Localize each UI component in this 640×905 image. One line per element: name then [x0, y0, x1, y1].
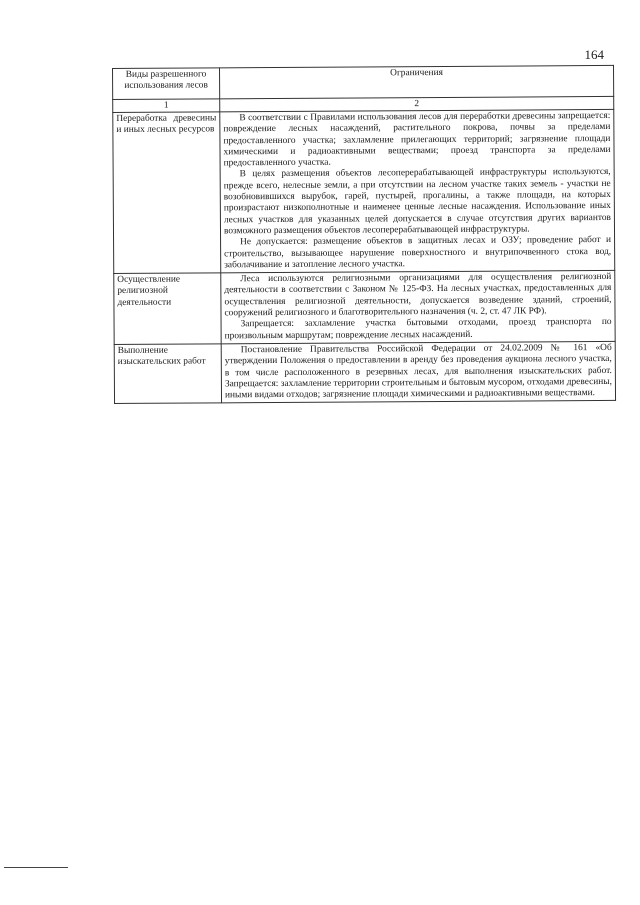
restriction-paragraph: Не допускается: размещение объектов в защитных лесах и ОЗУ; проведение работ и строительство, вызывающее нарушение поверхностного и внутрипочвенного стока вод, заболачивание и затопление лесного участка.	[224, 235, 612, 271]
restriction-paragraph: В соответствии с Правилами использования лесов для переработки древесины запрещается: повреждение лесных насаждений, растительного покрова, почвы за пределами предоставленного участка; захламление прилегающих территорий; загрязнение площади химическими и радиоактивными веществами; проезд транспорта за пределами предоставленного участка.	[223, 110, 611, 169]
footnote-divider	[4, 867, 68, 868]
restriction-paragraph: В целях размещения объектов лесоперерабатывающей инфраструктуры используются, прежде всего, нелесные земли, а при отсутствии на лесном участке таких земель - участки не возобновившихся вырубок, гарей, пустырей, прогалины, а также площади, на которых произрастают низкополнотные и наименее ценные лесные насаждения. Использование иных лесных участков для указанных целей допускается в случае отсутствия других вариантов возможного размещения объектов лесоперерабатывающей инфраструктуры.	[223, 167, 611, 237]
restrictions-table	[112, 65, 616, 404]
table-row	[113, 109, 615, 273]
use-kind-cell: Осуществление религиозной деятельности	[114, 273, 221, 344]
table-header-row	[113, 65, 614, 99]
table-row	[114, 271, 615, 345]
use-kind-cell: Переработка древесины и иных лесных ресурсов	[113, 112, 221, 274]
restrictions-cell	[221, 341, 615, 403]
use-kind-cell: Выполнение изыскательских работ	[114, 344, 221, 404]
restriction-paragraph: Постановление Правительства Российской Федерации от 24.02.2009 № 161 «Об утверждении Положения о предоставлении в аренду без проведения аукциона лесного участка, в том числе расположенного в резервных лесах, для выполнения изыскательских работ. Запрещается: захламление территории строительным и бытовым мусором, отходами древесины, иными видами отходов; загрязнение площади химическими и радиоактивными веществами.	[224, 342, 612, 401]
restriction-paragraph: Запрещается: захламление участка бытовыми отходами, проезд транспорта по произвольным маршрутам; повреждение лесных насаждений.	[224, 317, 612, 341]
column-header-kind: Виды разрешенного использования лесов	[113, 68, 220, 100]
column-header-restrictions: Ограничения	[220, 65, 614, 98]
table-row	[114, 341, 615, 404]
restriction-paragraph: Леса используются религиозными организациями для осуществления религиозной деятельности в соответствии с Законом № 125-ФЗ. На лесных участках, предоставленных для осуществления религиозной деятельности, допускается возведение зданий, строений, сооружений религиозного и благотворительного назначения (ч. 2, ст. 47 ЛК РФ).	[224, 272, 612, 319]
restrictions-cell	[221, 271, 615, 344]
restrictions-cell	[220, 109, 615, 273]
column-number-1: 1	[113, 99, 220, 113]
page-number: 164	[584, 47, 604, 62]
column-number-2: 2	[220, 96, 614, 111]
